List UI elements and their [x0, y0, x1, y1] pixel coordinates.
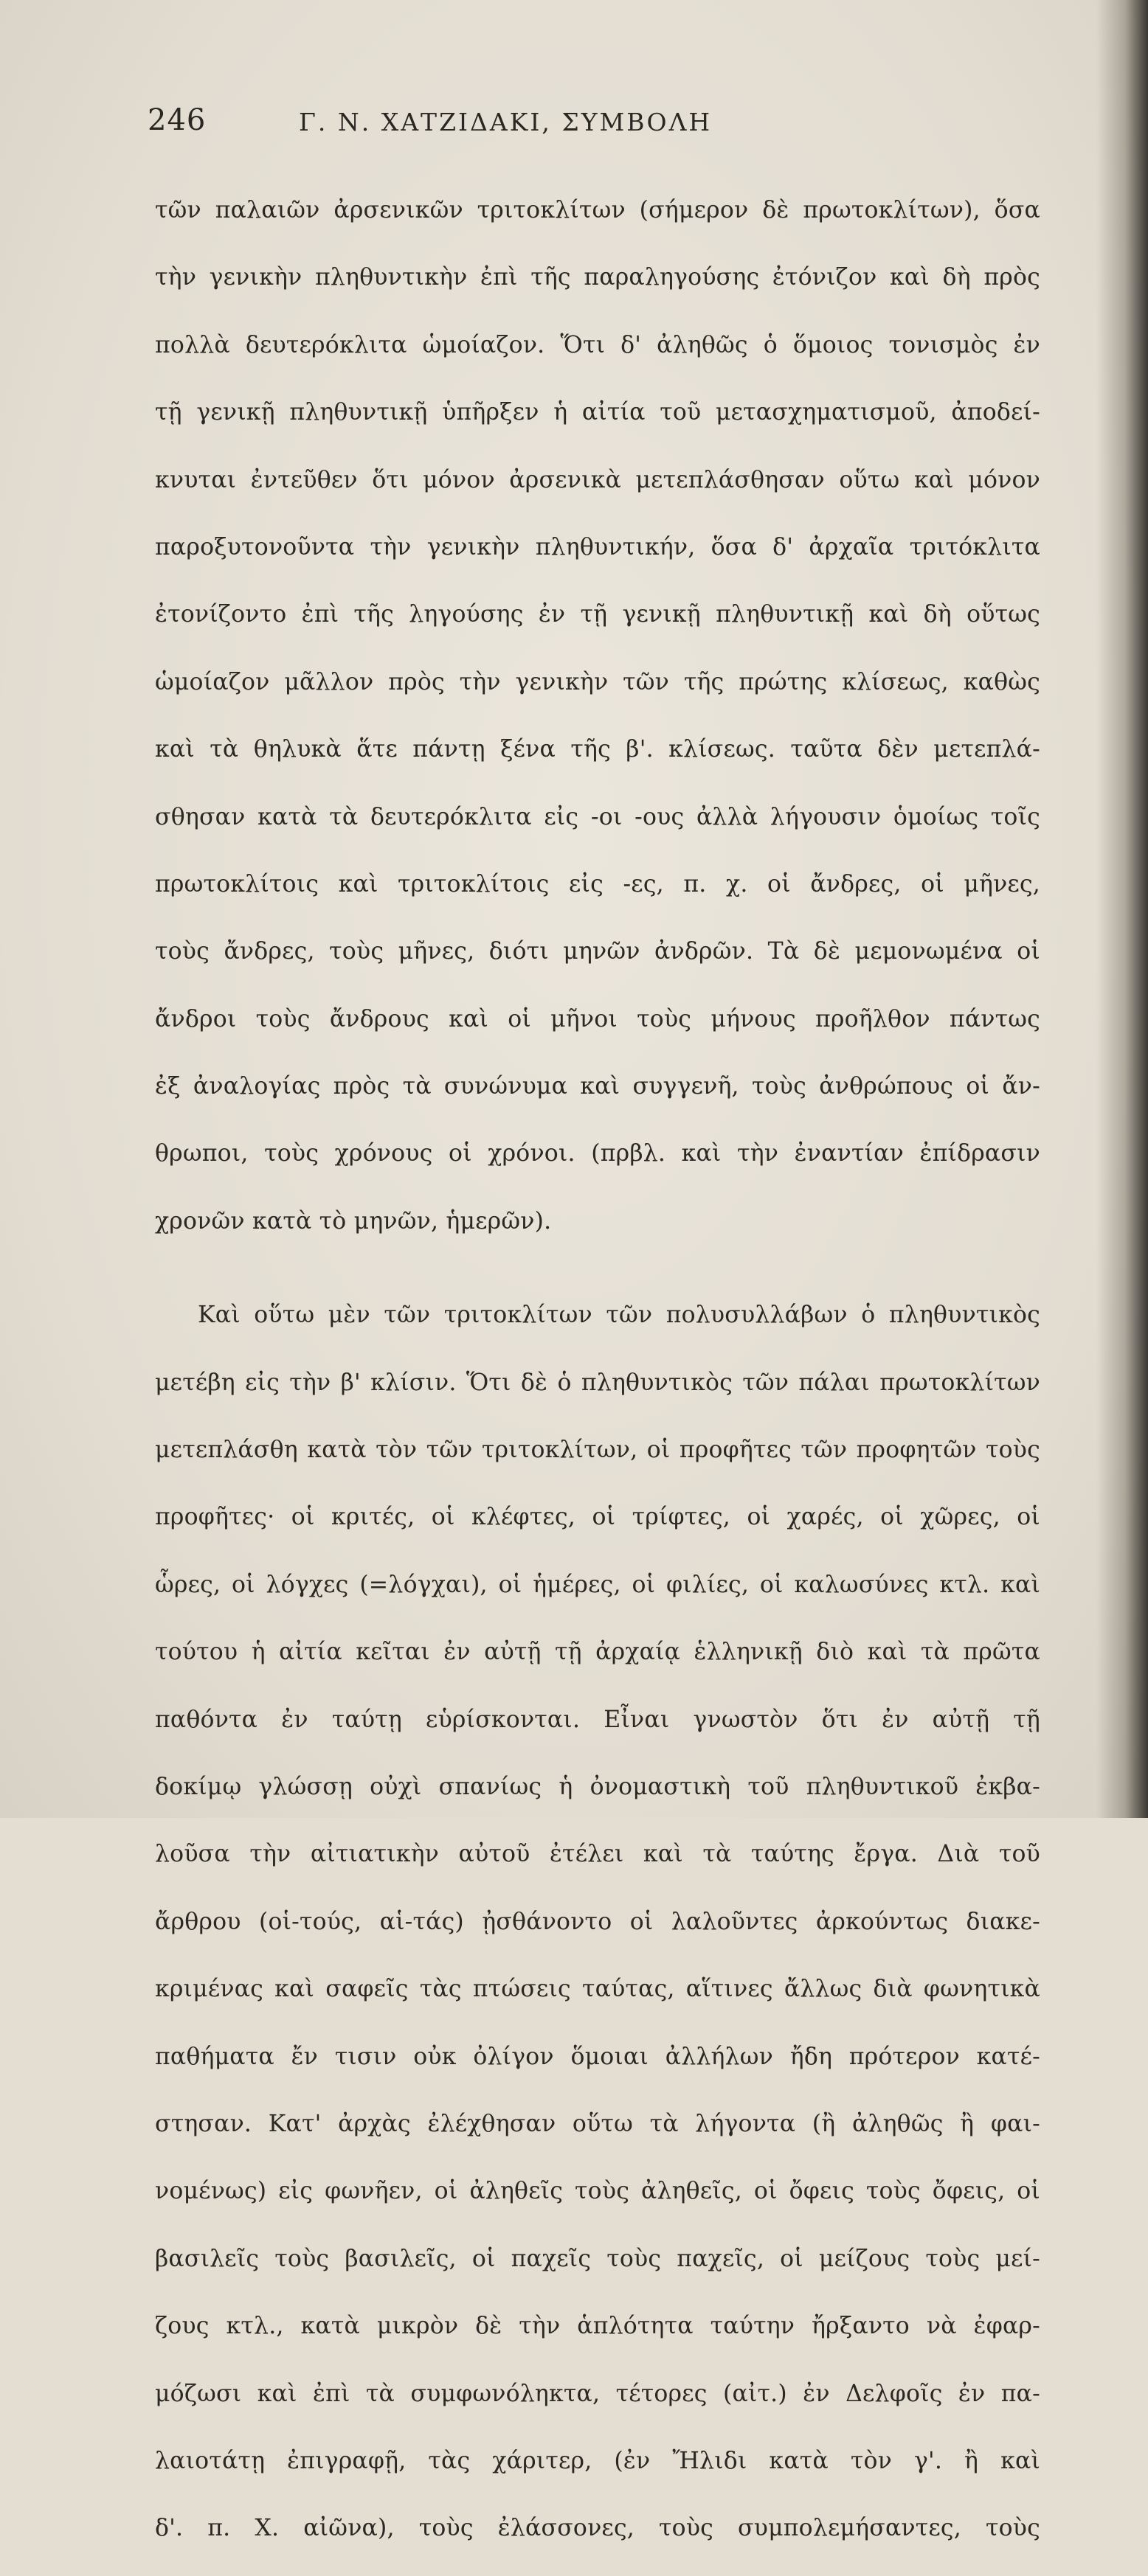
text-line: παθόντα ἐν ταύτῃ εὑρίσκονται. Εἶναι γνωστὸν ὅτι ἐν αὐτῇ τῇ	[155, 1706, 1040, 1733]
text-line: ζους κτλ., κατὰ μικρὸν δὲ τὴν ἁπλότητα ταύτην ἤρξαντο νὰ ἐφαρ-	[155, 2313, 1040, 2340]
page-binding-shadow	[1096, 0, 1148, 1818]
text-line: βασιλεῖς τοὺς βασιλεῖς, οἱ παχεῖς τοὺς παχεῖς, οἱ μείζους τοὺς μεί-	[155, 2245, 1040, 2272]
text-line: μετέβη εἰς τὴν β' κλίσιν. Ὅτι δὲ ὁ πληθυντικὸς τῶν πάλαι πρωτοκλίτων	[155, 1369, 1040, 1396]
text-line: δ'. π. Χ. αἰῶνα), τοὺς ἐλάσσονες, τοὺς συμπολεμήσαντες, τοὺς	[155, 2515, 1040, 2542]
text-line: νομένως) εἰς φωνῆεν, οἱ ἀληθεῖς τοὺς ἀληθεῖς, οἱ ὄφεις τοὺς ὄφεις, οἱ	[155, 2178, 1040, 2205]
text-line: παροξυτονοῦντα τὴν γενικὴν πληθυντικήν, ὅσα δ' ἀρχαῖα τριτόκλιτα	[155, 533, 1040, 560]
body-text	[155, 164, 1040, 2576]
text-line: στησαν. Κατ' ἀρχὰς ἐλέχθησαν οὕτω τὰ λήγοντα (ἢ ἀληθῶς ἢ φαι-	[155, 2110, 1040, 2137]
text-line-last: χρονῶν κατὰ τὸ μηνῶν, ἡμερῶν).	[155, 1207, 552, 1235]
text-line: καὶ τὰ θηλυκὰ ἅτε πάντῃ ξένα τῆς β'. κλίσεως. ταῦτα δὲν μετεπλά-	[155, 736, 1040, 763]
text-line: σθησαν κατὰ τὰ δευτερόκλιτα εἰς -οι -ους ἀλλὰ λήγουσιν ὁμοίως τοῖς	[155, 803, 1040, 830]
text-line: ἄνδροι τοὺς ἄνδρους καὶ οἱ μῆνοι τοὺς μήνους προῆλθον πάντως	[155, 1005, 1040, 1032]
text-line: ἄρθρου (οἱ-τούς, αἱ-τάς) ᾐσθάνοντο οἱ λαλοῦντες ἀρκούντως διακε-	[155, 1908, 1040, 1935]
text-line: κριμένας καὶ σαφεῖς τὰς πτώσεις ταύτας, αἵτινες ἄλλως διὰ φωνητικὰ	[155, 1976, 1040, 2003]
text-line: μετεπλάσθη κατὰ τὸν τῶν τριτοκλίτων, οἱ προφῆτες τῶν προφητῶν τοὺς	[155, 1437, 1040, 1464]
text-line: ὧρες, οἱ λόγχες (=λόγχαι), οἱ ἡμέρες, οἱ φιλίες, οἱ καλωσύνες κτλ. καὶ	[155, 1571, 1040, 1598]
text-line: τὴν γενικὴν πληθυντικὴν ἐπὶ τῆς παραληγούσης ἐτόνιζον καὶ δὴ πρὸς	[155, 264, 1040, 291]
text-line: τοὺς ἄνδρες, τοὺς μῆνες, διότι μηνῶν ἀνδρῶν. Τὰ δὲ μεμονωμένα οἱ	[155, 938, 1040, 965]
page-header	[148, 103, 1055, 147]
text-line: ἐξ ἀναλογίας πρὸς τὰ συνώνυμα καὶ συγγενῆ, τοὺς ἀνθρώπους οἱ ἄν-	[155, 1073, 1040, 1100]
text-line: πολλὰ δευτερόκλιτα ὡμοίαζον. Ὅτι δ' ἀληθῶς ὁ ὅμοιος τονισμὸς ἐν	[155, 331, 1040, 358]
text-line: τούτου ἡ αἰτία κεῖται ἐν αὐτῇ τῇ ἀρχαίᾳ ἑλληνικῇ διὸ καὶ τὰ πρῶτα	[155, 1639, 1040, 1666]
page-number: 246	[148, 103, 207, 137]
text-line: κνυται ἐντεῦθεν ὅτι μόνον ἀρσενικὰ μετεπλάσθησαν οὕτω καὶ μόνον	[155, 466, 1040, 493]
text-line: θρωποι, τοὺς χρόνους οἱ χρόνοι. (πρβλ. καὶ τὴν ἐναντίαν ἐπίδρασιν	[155, 1140, 1040, 1167]
text-line: πρωτοκλίτοις καὶ τριτοκλίτοις εἰς -ες, π. χ. οἱ ἄνδρες, οἱ μῆνες,	[155, 870, 1040, 898]
text-line: ὡμοίαζον μᾶλλον πρὸς τὴν γενικὴν τῶν τῆς πρώτης κλίσεως, καθὼς	[155, 668, 1040, 695]
text-line: λοῦσα τὴν αἰτιατικὴν αὐτοῦ ἐτέλει καὶ τὰ ταύτης ἔργα. Διὰ τοῦ	[155, 1841, 1040, 1868]
paragraph-first-line: Καὶ οὕτω μὲν τῶν τριτοκλίτων τῶν πολυσυλλάβων ὁ πληθυντικὸς	[198, 1302, 1040, 1329]
text-line: ἐτονίζοντο ἐπὶ τῆς ληγούσης ἐν τῇ γενικῇ πληθυντικῇ καὶ δὴ οὕτως	[155, 601, 1040, 628]
text-line: τῶν παλαιῶν ἀρσενικῶν τριτοκλίτων (σήμερον δὲ πρωτοκλίτων), ὅσα	[155, 197, 1040, 223]
running-head: Γ. Ν. ΧΑΤΖΙΔΑΚΙ, ΣΥΜΒΟΛΗ	[299, 108, 713, 136]
text-line: δοκίμῳ γλώσσῃ οὐχὶ σπανίως ἡ ὀνομαστικὴ τοῦ πληθυντικοῦ ἐκβα-	[155, 1773, 1040, 1800]
text-line: λαιοτάτῃ ἐπιγραφῇ, τὰς χάριτερ, (ἐν Ἤλιδι κατὰ τὸν γ'. ἢ καὶ	[155, 2447, 1040, 2474]
text-line: τῇ γενικῇ πληθυντικῇ ὑπῆρξεν ἡ αἰτία τοῦ μετασχηματισμοῦ, ἀποδεί-	[155, 399, 1040, 426]
text-line: παθήματα ἔν τισιν οὐκ ὀλίγον ὅμοιαι ἀλλήλων ἤδη πρότερον κατέ-	[155, 2043, 1040, 2070]
text-line: προφῆτες· οἱ κριτές, οἱ κλέφτες, οἱ τρίφτες, οἱ χαρές, οἱ χῶρες, οἱ	[155, 1504, 1040, 1531]
text-line: μόζωσι καὶ ἐπὶ τὰ συμφωνόληκτα, τέτορες (αἰτ.) ἐν Δελφοῖς ἐν πα-	[155, 2380, 1040, 2407]
